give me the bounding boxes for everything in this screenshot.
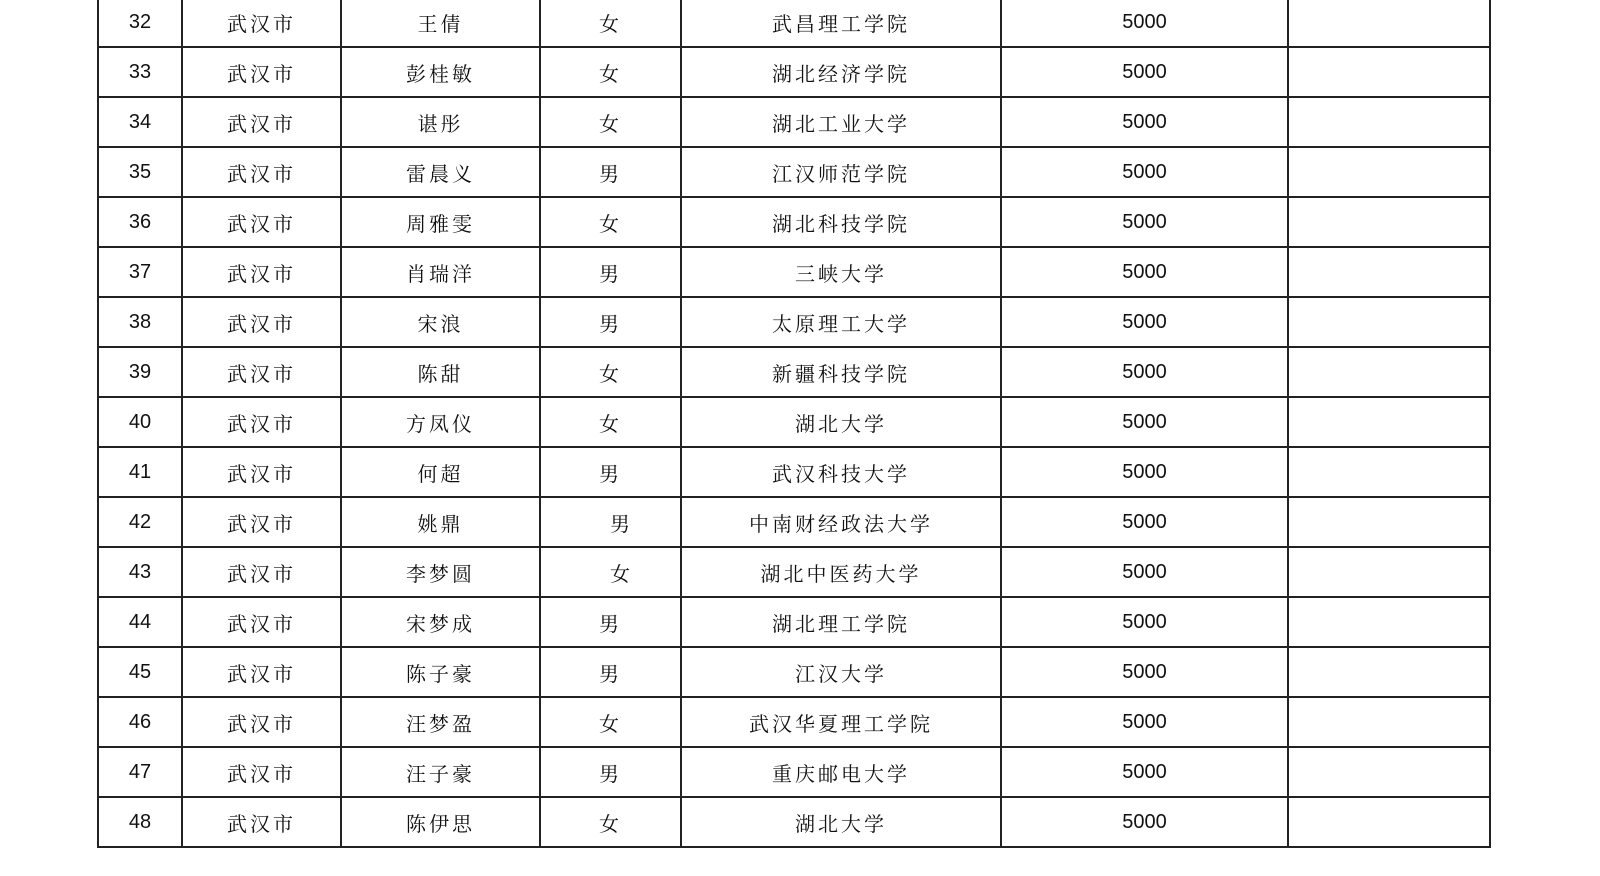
cell-city: 武汉市 bbox=[182, 0, 341, 47]
cell-index: 44 bbox=[98, 597, 182, 647]
cell-name: 宋梦成 bbox=[341, 597, 540, 647]
table-row bbox=[98, 597, 1490, 647]
cell-school: 中南财经政法大学 bbox=[681, 497, 1001, 547]
cell-note bbox=[1288, 697, 1490, 747]
cell-amount: 5000 bbox=[1001, 197, 1288, 247]
cell-school: 湖北大学 bbox=[681, 797, 1001, 847]
cell-amount: 5000 bbox=[1001, 547, 1288, 597]
cell-index: 47 bbox=[98, 747, 182, 797]
cell-city: 武汉市 bbox=[182, 547, 341, 597]
cell-amount: 5000 bbox=[1001, 597, 1288, 647]
cell-school: 湖北中医药大学 bbox=[681, 547, 1001, 597]
cell-name: 宋浪 bbox=[341, 297, 540, 347]
cell-gender-text: 男 bbox=[610, 511, 633, 536]
roster-table bbox=[97, 0, 1491, 848]
cell-note bbox=[1288, 597, 1490, 647]
cell-gender-text: 女 bbox=[610, 561, 633, 586]
cell-city: 武汉市 bbox=[182, 147, 341, 197]
cell-gender bbox=[540, 547, 681, 597]
cell-index: 46 bbox=[98, 697, 182, 747]
table-row bbox=[98, 347, 1490, 397]
cell-gender: 女 bbox=[540, 347, 681, 397]
cell-city: 武汉市 bbox=[182, 597, 341, 647]
cell-name: 方凤仪 bbox=[341, 397, 540, 447]
cell-amount: 5000 bbox=[1001, 497, 1288, 547]
table-row bbox=[98, 247, 1490, 297]
table-row bbox=[98, 497, 1490, 547]
table-row bbox=[98, 47, 1490, 97]
table-body bbox=[98, 0, 1490, 847]
cell-city: 武汉市 bbox=[182, 347, 341, 397]
cell-note bbox=[1288, 147, 1490, 197]
cell-index: 43 bbox=[98, 547, 182, 597]
cell-name: 肖瑞洋 bbox=[341, 247, 540, 297]
cell-index: 41 bbox=[98, 447, 182, 497]
cell-city: 武汉市 bbox=[182, 447, 341, 497]
cell-gender: 女 bbox=[540, 197, 681, 247]
cell-note bbox=[1288, 97, 1490, 147]
table-row bbox=[98, 797, 1490, 847]
table-row bbox=[98, 147, 1490, 197]
cell-note bbox=[1288, 447, 1490, 497]
cell-name: 周雅雯 bbox=[341, 197, 540, 247]
cell-name: 汪梦盈 bbox=[341, 697, 540, 747]
table-row bbox=[98, 697, 1490, 747]
cell-name: 谌彤 bbox=[341, 97, 540, 147]
cell-city: 武汉市 bbox=[182, 47, 341, 97]
cell-name: 王倩 bbox=[341, 0, 540, 47]
cell-index: 45 bbox=[98, 647, 182, 697]
cell-amount: 5000 bbox=[1001, 747, 1288, 797]
cell-gender bbox=[540, 497, 681, 547]
cell-index: 42 bbox=[98, 497, 182, 547]
cell-city: 武汉市 bbox=[182, 497, 341, 547]
cell-city: 武汉市 bbox=[182, 647, 341, 697]
table-row bbox=[98, 647, 1490, 697]
cell-gender: 男 bbox=[540, 597, 681, 647]
cell-school: 湖北大学 bbox=[681, 397, 1001, 447]
cell-school: 重庆邮电大学 bbox=[681, 747, 1001, 797]
cell-school: 江汉大学 bbox=[681, 647, 1001, 697]
cell-school: 湖北科技学院 bbox=[681, 197, 1001, 247]
cell-amount: 5000 bbox=[1001, 647, 1288, 697]
cell-index: 34 bbox=[98, 97, 182, 147]
table-row bbox=[98, 0, 1490, 47]
cell-index: 36 bbox=[98, 197, 182, 247]
cell-school: 湖北经济学院 bbox=[681, 47, 1001, 97]
cell-note bbox=[1288, 0, 1490, 47]
cell-amount: 5000 bbox=[1001, 147, 1288, 197]
cell-school: 湖北理工学院 bbox=[681, 597, 1001, 647]
cell-note bbox=[1288, 797, 1490, 847]
cell-city: 武汉市 bbox=[182, 797, 341, 847]
cell-note bbox=[1288, 197, 1490, 247]
cell-amount: 5000 bbox=[1001, 97, 1288, 147]
cell-note bbox=[1288, 347, 1490, 397]
table-row bbox=[98, 397, 1490, 447]
cell-gender: 男 bbox=[540, 647, 681, 697]
cell-city: 武汉市 bbox=[182, 697, 341, 747]
cell-name: 雷晨义 bbox=[341, 147, 540, 197]
cell-school: 三峡大学 bbox=[681, 247, 1001, 297]
cell-note bbox=[1288, 647, 1490, 697]
cell-name: 陈子豪 bbox=[341, 647, 540, 697]
cell-gender: 女 bbox=[540, 797, 681, 847]
cell-note bbox=[1288, 47, 1490, 97]
cell-index: 33 bbox=[98, 47, 182, 97]
cell-school: 太原理工大学 bbox=[681, 297, 1001, 347]
cell-name: 彭桂敏 bbox=[341, 47, 540, 97]
cell-index: 35 bbox=[98, 147, 182, 197]
cell-name: 李梦圆 bbox=[341, 547, 540, 597]
cell-gender: 女 bbox=[540, 397, 681, 447]
cell-gender: 女 bbox=[540, 0, 681, 47]
table-row bbox=[98, 297, 1490, 347]
cell-note bbox=[1288, 247, 1490, 297]
table-row bbox=[98, 97, 1490, 147]
cell-amount: 5000 bbox=[1001, 397, 1288, 447]
cell-index: 37 bbox=[98, 247, 182, 297]
cell-city: 武汉市 bbox=[182, 247, 341, 297]
cell-school: 武汉华夏理工学院 bbox=[681, 697, 1001, 747]
cell-gender: 女 bbox=[540, 97, 681, 147]
cell-amount: 5000 bbox=[1001, 697, 1288, 747]
table-row bbox=[98, 547, 1490, 597]
cell-note bbox=[1288, 747, 1490, 797]
table-row bbox=[98, 447, 1490, 497]
cell-note bbox=[1288, 397, 1490, 447]
cell-gender: 男 bbox=[540, 297, 681, 347]
cell-gender: 男 bbox=[540, 747, 681, 797]
cell-amount: 5000 bbox=[1001, 297, 1288, 347]
table-row bbox=[98, 747, 1490, 797]
cell-amount: 5000 bbox=[1001, 0, 1288, 47]
table-row bbox=[98, 197, 1490, 247]
cell-index: 38 bbox=[98, 297, 182, 347]
cell-note bbox=[1288, 497, 1490, 547]
cell-name: 汪子豪 bbox=[341, 747, 540, 797]
cell-gender: 男 bbox=[540, 447, 681, 497]
cell-name: 何超 bbox=[341, 447, 540, 497]
cell-amount: 5000 bbox=[1001, 47, 1288, 97]
cell-school: 湖北工业大学 bbox=[681, 97, 1001, 147]
cell-note bbox=[1288, 297, 1490, 347]
cell-gender: 男 bbox=[540, 147, 681, 197]
cell-city: 武汉市 bbox=[182, 97, 341, 147]
cell-amount: 5000 bbox=[1001, 447, 1288, 497]
cell-city: 武汉市 bbox=[182, 297, 341, 347]
cell-city: 武汉市 bbox=[182, 397, 341, 447]
cell-index: 39 bbox=[98, 347, 182, 397]
cell-school: 新疆科技学院 bbox=[681, 347, 1001, 397]
cell-name: 姚鼎 bbox=[341, 497, 540, 547]
cell-school: 江汉师范学院 bbox=[681, 147, 1001, 197]
cell-amount: 5000 bbox=[1001, 247, 1288, 297]
cell-school: 武汉科技大学 bbox=[681, 447, 1001, 497]
cell-city: 武汉市 bbox=[182, 197, 341, 247]
cell-index: 48 bbox=[98, 797, 182, 847]
cell-gender: 男 bbox=[540, 247, 681, 297]
cell-amount: 5000 bbox=[1001, 797, 1288, 847]
cell-city: 武汉市 bbox=[182, 747, 341, 797]
cell-school: 武昌理工学院 bbox=[681, 0, 1001, 47]
cell-index: 32 bbox=[98, 0, 182, 47]
cell-gender: 女 bbox=[540, 47, 681, 97]
cell-index: 40 bbox=[98, 397, 182, 447]
cell-gender: 女 bbox=[540, 697, 681, 747]
cell-amount: 5000 bbox=[1001, 347, 1288, 397]
cell-name: 陈伊思 bbox=[341, 797, 540, 847]
cell-name: 陈甜 bbox=[341, 347, 540, 397]
cell-note bbox=[1288, 547, 1490, 597]
